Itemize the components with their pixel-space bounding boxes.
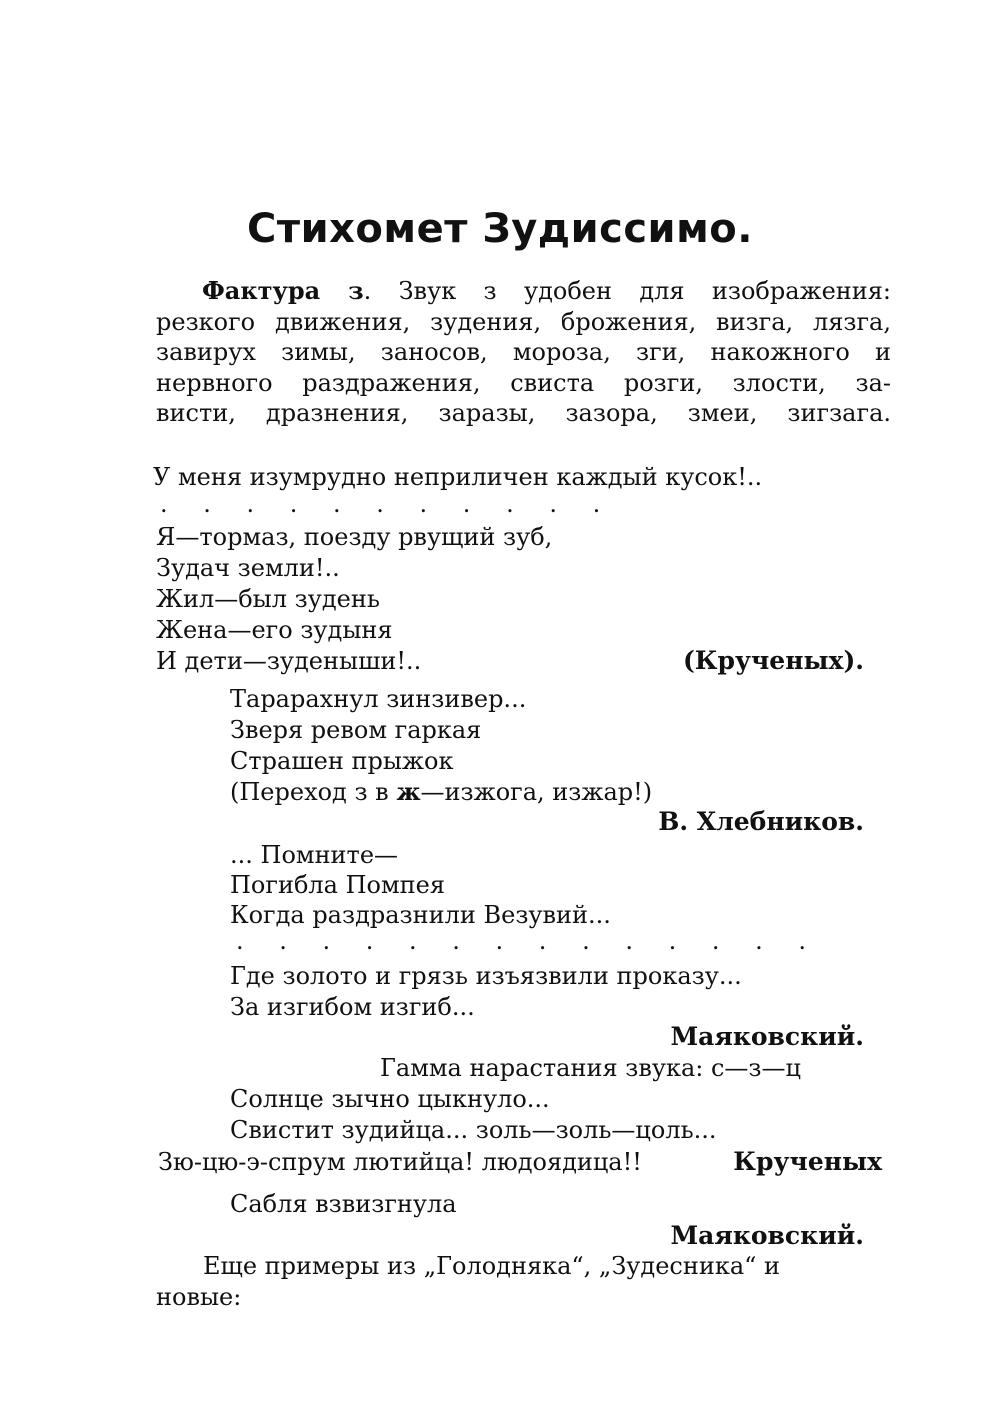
intro-line-4: нервного раздражения, свиста розги, злости, за- — [156, 368, 891, 397]
closing-line: Еще примеры из „Голодняка“, „Зудесника“ и — [203, 1252, 781, 1280]
author-attribution: Маяковский. — [670, 1022, 864, 1051]
verse-line: Зудач земли!.. — [156, 554, 340, 582]
verse-fragment: (Переход з в — [230, 778, 397, 806]
intro-line-3: завирух зимы, заносов, мороза, зги, накожного и — [156, 338, 891, 366]
verse-line: Тарарахнул зинзивер... — [230, 685, 527, 713]
intro-line-5: висти, дразнения, заразы, зазора, змеи, зигзага. — [156, 399, 891, 427]
ellipsis-dots: . . . . . . . . . . . — [160, 490, 615, 518]
verse-line: Страшен прыжок — [230, 747, 454, 775]
verse-line: Зю-цю-э-спрум лютийца! людоядица!! — [158, 1148, 642, 1176]
author-attribution: (Крученых). — [682, 646, 864, 675]
verse-line: За изгибом изгиб... — [230, 993, 475, 1021]
verse-line: Где золото и грязь изъязвили проказу... — [230, 962, 742, 990]
verse-line — [230, 777, 652, 807]
verse-line: У меня изумрудно неприличен каждый кусок!.. — [153, 463, 763, 491]
closing-line: новые: — [156, 1283, 242, 1311]
verse-line: Жил—был зудень — [156, 585, 380, 613]
verse-line: Зверя ревом гаркая — [230, 716, 482, 744]
verse-line: Свистит зудийца... золь—золь—цоль... — [230, 1116, 717, 1144]
verse-line: Солнце зычно цыкнуло... — [230, 1085, 550, 1113]
intro-line-1-rest: . Звук з удобен для изображения: — [363, 277, 892, 305]
page-title: Стихомет Зудиссимо. — [247, 206, 753, 252]
verse-line: Сабля взвизгнула — [230, 1190, 457, 1218]
ellipsis-dots: . . . . . . . . . . . . . . — [236, 927, 820, 955]
intro-line-2: резкого движения, зудения, брожения, визга, лязга, — [156, 307, 891, 336]
author-attribution: Крученых — [733, 1147, 882, 1176]
intro-line-1 — [156, 276, 891, 307]
verse-fragment-bold: ж — [396, 777, 421, 806]
verse-line: Когда раздразнили Везувий... — [230, 901, 611, 929]
author-attribution: Маяковский. — [670, 1221, 864, 1250]
intro-lead-bold: Фактура з — [202, 276, 364, 305]
verse-line: Жена—его зудыня — [156, 616, 393, 644]
intro-paragraph — [156, 276, 891, 429]
verse-line: И дети—зуденыши!.. — [156, 647, 422, 675]
author-attribution: В. Хлебников. — [658, 807, 864, 836]
verse-line: Я—тормаз, поезду рвущий зуб, — [156, 523, 553, 551]
section-heading: Гамма нарастания звука: с—з—ц — [380, 1054, 801, 1082]
verse-fragment: —изжога, изжар!) — [420, 778, 653, 806]
verse-line: Погибла Помпея — [230, 871, 445, 899]
verse-line: ... Помните— — [230, 841, 399, 869]
